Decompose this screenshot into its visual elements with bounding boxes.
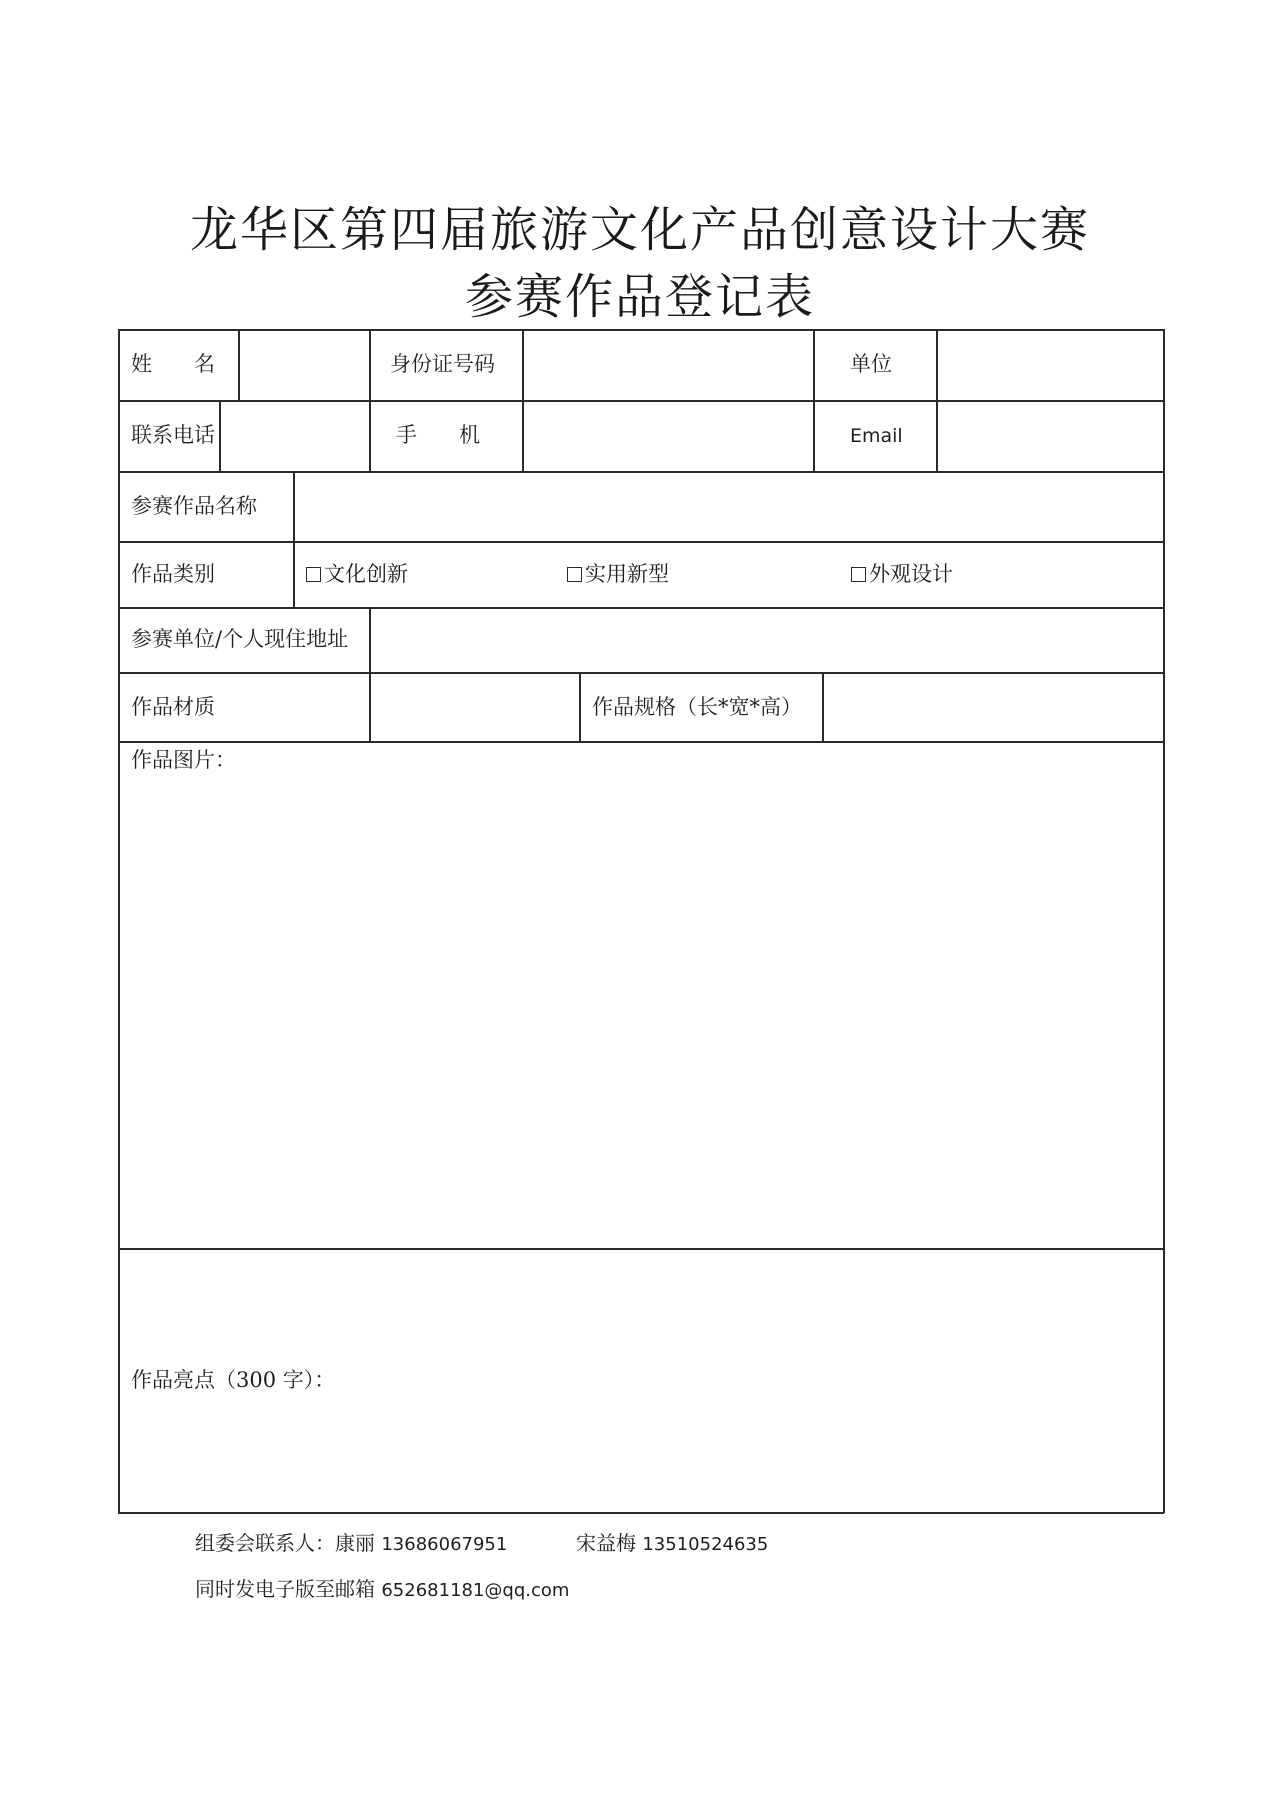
category-option-label: 文化创新 xyxy=(324,562,408,586)
contact1-name: 康丽 xyxy=(335,1531,375,1555)
mobile-field[interactable] xyxy=(524,402,812,470)
contact-line xyxy=(195,1531,507,1557)
address-label: 参赛单位/个人现住地址 xyxy=(131,627,349,651)
submit-email[interactable]: 652681181@qq.com xyxy=(381,1580,570,1601)
phone-label: 联系电话 xyxy=(131,423,215,447)
unit-label: 单位 xyxy=(850,352,892,376)
contact2-line xyxy=(576,1531,768,1557)
page-title: 龙华区第四届旅游文化产品创意设计大赛 xyxy=(189,202,1090,258)
contact1-phone: 13686067951 xyxy=(381,1534,508,1555)
category-label: 作品类别 xyxy=(131,562,215,586)
phone-field[interactable] xyxy=(221,402,368,470)
contact-prefix: 组委会联系人： xyxy=(195,1531,335,1555)
email-prefix: 同时发电子版至邮箱 xyxy=(195,1577,375,1601)
address-field[interactable] xyxy=(371,609,1162,671)
email-line xyxy=(195,1577,569,1603)
material-field[interactable] xyxy=(371,674,578,740)
category-option-label: 实用新型 xyxy=(585,562,669,586)
category-option-label: 外观设计 xyxy=(869,562,953,586)
email-label: Email xyxy=(850,425,903,447)
spec-field[interactable] xyxy=(824,674,1162,740)
mobile-label: 手 机 xyxy=(396,423,480,447)
col-divider xyxy=(369,329,371,471)
unit-field[interactable] xyxy=(938,331,1162,399)
col-divider xyxy=(813,329,815,471)
checkbox-icon[interactable] xyxy=(306,567,321,582)
row-divider xyxy=(118,741,1164,743)
checkbox-icon[interactable] xyxy=(567,567,582,582)
highlight-label-text: 作品亮点（300 字）： xyxy=(131,1368,336,1392)
category-option-utility[interactable] xyxy=(567,562,669,586)
work-name-field[interactable] xyxy=(295,473,1162,540)
picture-label: 作品图片： xyxy=(131,748,236,772)
email-field[interactable] xyxy=(938,402,1162,470)
table-border-right xyxy=(1163,329,1165,1513)
contact2-name: 宋益梅 xyxy=(576,1531,636,1555)
id-number-label: 身份证号码 xyxy=(390,352,495,376)
spec-label: 作品规格（长*宽*高） xyxy=(592,695,802,719)
name-field[interactable] xyxy=(240,331,368,399)
checkbox-icon[interactable] xyxy=(851,567,866,582)
work-name-label: 参赛作品名称 xyxy=(131,494,257,518)
id-number-field[interactable] xyxy=(524,331,812,399)
highlight-area[interactable] xyxy=(120,1250,1162,1511)
name-label: 姓 名 xyxy=(131,352,215,376)
col-divider xyxy=(579,672,581,741)
contact2-phone: 13510524635 xyxy=(642,1534,769,1555)
category-option-appearance[interactable] xyxy=(851,562,953,586)
picture-area[interactable] xyxy=(120,775,1162,1247)
material-label: 作品材质 xyxy=(131,695,215,719)
category-option-culture[interactable] xyxy=(306,562,408,586)
row-divider xyxy=(118,541,1164,543)
table-border-bottom xyxy=(118,1512,1164,1514)
page-subtitle: 参赛作品登记表 xyxy=(464,269,815,325)
